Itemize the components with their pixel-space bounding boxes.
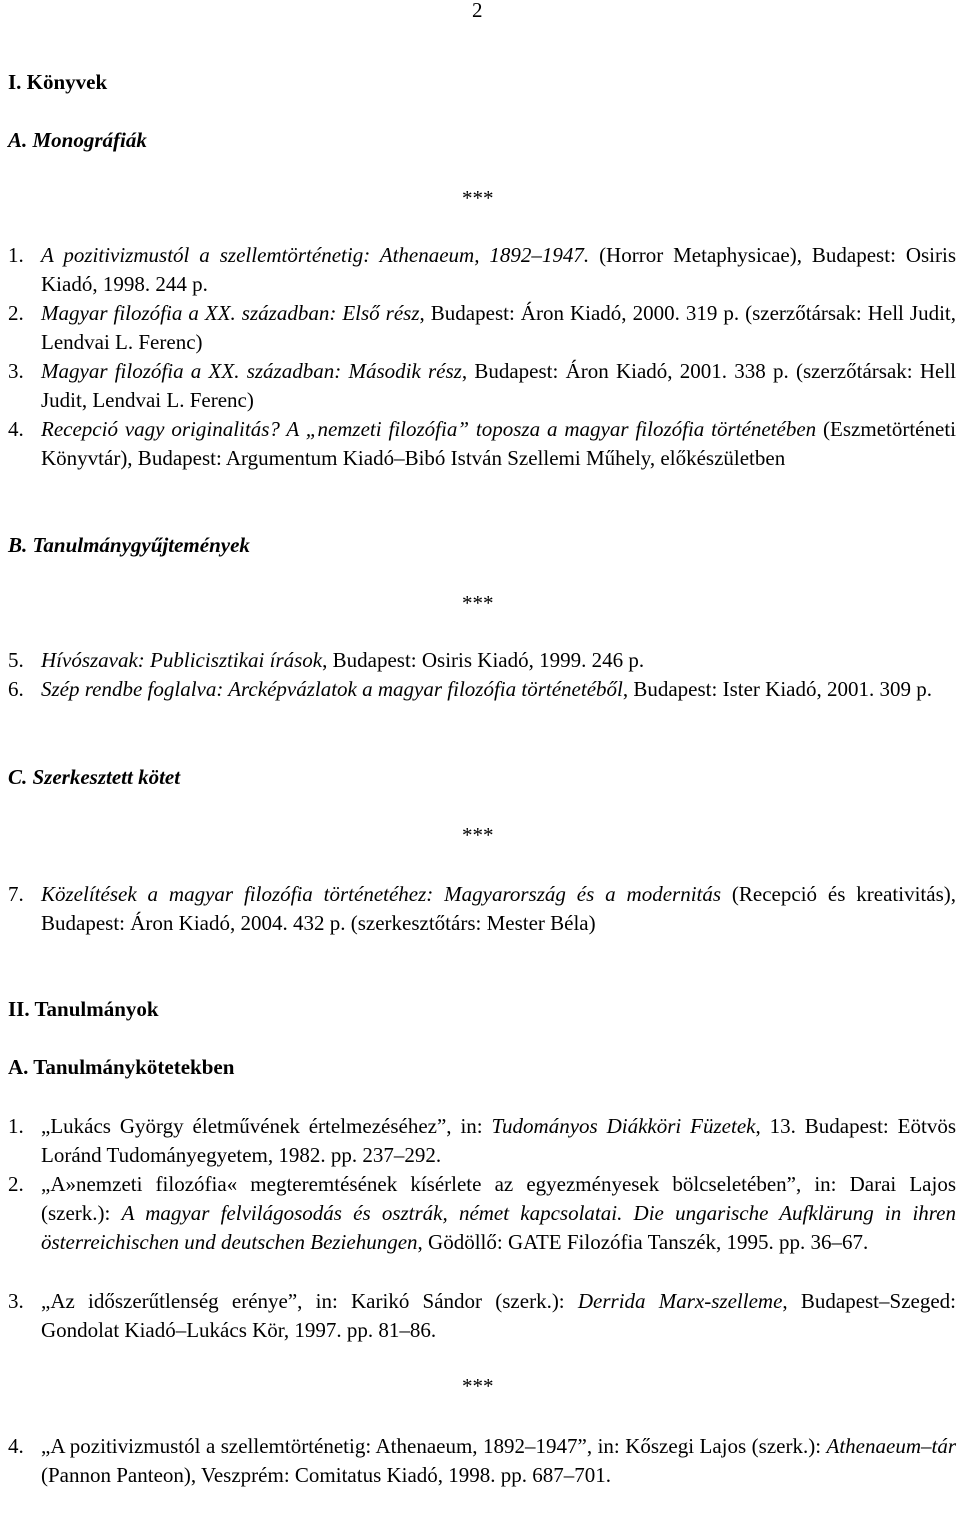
study-details: , Budapest–Szeged: Gondolat Kiadó–Lukács Kör, 1997. pp. 81–86.: [41, 1289, 956, 1342]
subsection-heading-in-volumes: A. Tanulmánykötetekben: [8, 1055, 235, 1079]
item-number: 4.: [8, 1434, 24, 1458]
item-number: 4.: [8, 417, 24, 441]
item-title: Szép rendbe foglalva: Arcképvázlatok a magyar filozófia történetéből: [41, 677, 623, 701]
list-item: [8, 1432, 956, 1490]
item-title: Hívószavak: Publicisztikai írások: [41, 648, 323, 672]
study-details: (Pannon Panteon), Veszprém: Comitatus Kiadó, 1998. pp. 687–701.: [41, 1463, 612, 1487]
separator-3: ***: [462, 823, 494, 847]
item-details: , Budapest: Áron Kiadó, 2000. 319 p. (szerzőtársak: Hell Judit, Lendvai L. Ferenc): [41, 301, 956, 354]
item-number: 3.: [8, 359, 24, 383]
list-item: [8, 675, 956, 704]
item-details: (Horror Metaphysicae), Budapest: Osiris Kiadó, 1998. 244 p.: [41, 243, 956, 296]
item-number: 1.: [8, 243, 24, 267]
list-item: [8, 415, 956, 473]
item-number: 1.: [8, 1114, 24, 1138]
subsection-heading-collections: B. Tanulmánygyűjtemények: [8, 533, 250, 557]
study-title: „Lukács György életművének értelmezéséhez”, in:: [41, 1114, 492, 1138]
list-item: [8, 646, 956, 675]
item-title: Közelítések a magyar filozófia történetéhez: Magyarország és a modernitás: [41, 882, 722, 906]
item-number: 2.: [8, 1172, 24, 1196]
list-item: [8, 880, 956, 938]
item-title: A pozitivizmustól a szellemtörténetig: Athenaeum, 1892–1947.: [41, 243, 590, 267]
item-number: 3.: [8, 1289, 24, 1313]
item-number: 5.: [8, 648, 24, 672]
list-item: [8, 1287, 956, 1345]
item-title: Recepció vagy originalitás? A „nemzeti filozófia” toposza a magyar filozófia történetében: [41, 417, 817, 441]
item-details: , Budapest: Ister Kiadó, 2001. 309 p.: [622, 677, 932, 701]
study-source: Athenaeum–tár: [826, 1434, 956, 1458]
list-item: [8, 1112, 956, 1170]
item-details: (Eszmetörténeti Könyvtár), Budapest: Argumentum Kiadó–Bibó István Szellemi Műhely, előkészületben: [41, 417, 956, 470]
item-details: , Budapest: Áron Kiadó, 2001. 338 p. (szerzőtársak: Hell Judit, Lendvai L. Ferenc): [41, 359, 957, 412]
list-item: [8, 357, 956, 415]
item-details: (Recepció és kreativitás), Budapest: Áron Kiadó, 2004. 432 p. (szerkesztőtárs: Mester Béla): [41, 882, 956, 935]
subsection-heading-edited-volume: C. Szerkesztett kötet: [8, 765, 181, 789]
list-item: [8, 1170, 956, 1257]
study-title: „A»nemzeti filozófia« megteremtésének kísérlete az egyezményesek bölcseletében”, in: Darai Lajos (szerk.):: [41, 1172, 956, 1225]
separator-2: ***: [462, 591, 494, 615]
item-title: Magyar filozófia a XX. században: Első rész: [41, 301, 420, 325]
item-number: 2.: [8, 301, 24, 325]
list-item: [8, 299, 956, 357]
study-source: A magyar felvilágosodás és osztrák, német kapcsolatai. Die ungarische Aufklärung in ihren österreichischen und deutschen Beziehungen: [41, 1201, 956, 1254]
study-title: „Az időszerűtlenség erénye”, in: Karikó Sándor (szerk.):: [41, 1289, 578, 1313]
study-details: , Gödöllő: GATE Filozófia Tanszék, 1995. pp. 36–67.: [417, 1230, 869, 1254]
study-source: Tudományos Diákköri Füzetek: [491, 1114, 756, 1138]
section-heading-studies: II. Tanulmányok: [8, 997, 159, 1021]
separator-1: ***: [462, 186, 494, 210]
item-number: 7.: [8, 882, 24, 906]
subsection-heading-monographs: A. Monográfiák: [8, 128, 147, 152]
item-title: Magyar filozófia a XX. században: Második rész: [41, 359, 462, 383]
item-number: 6.: [8, 677, 24, 701]
study-source: Derrida Marx-szelleme: [577, 1289, 783, 1313]
study-details: , 13. Budapest: Eötvös Loránd Tudományegyetem, 1982. pp. 237–292.: [41, 1114, 957, 1167]
list-item: [8, 241, 956, 299]
item-details: , Budapest: Osiris Kiadó, 1999. 246 p.: [322, 648, 645, 672]
study-title: „A pozitivizmustól a szellemtörténetig: Athenaeum, 1892–1947”, in: Kőszegi Lajos (szerk.):: [41, 1434, 827, 1458]
page-number: 2: [472, 0, 483, 22]
separator-4: ***: [462, 1374, 494, 1398]
section-heading-books: I. Könyvek: [8, 70, 108, 94]
